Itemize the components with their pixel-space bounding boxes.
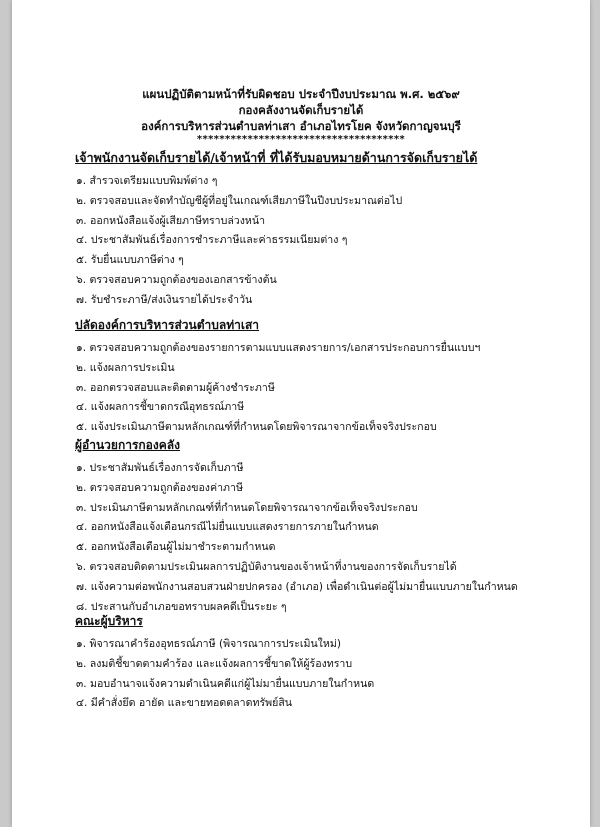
list-item: ๒. ลงมติชี้ขาดตามคำร้อง และแจ้งผลการชี้ขาดให้ผู้ร้องทราบ: [76, 657, 353, 670]
section-finance-director: [75, 437, 565, 617]
list-item: ๔. ประชาสัมพันธ์เรื่องการชำระภาษีและค่าธรรมเนียมต่าง ๆ: [76, 234, 348, 247]
list-item: ๘. ประสานกับอำเภอขอทราบผลคดีเป็นระยะ ๆ: [76, 600, 287, 613]
task-list: [75, 339, 565, 438]
list-item: ๕. ออกหนังสือเตือนผู้ไม่มาชำระตามกำหนด: [76, 541, 276, 554]
list-item: ๔. ออกหนังสือแจ้งเตือนกรณีไม่ยื่นแบบแสดงรายการภายในกำหนด: [76, 521, 379, 534]
section-title: ปลัดองค์การบริหารส่วนตำบลท่าเสา: [75, 318, 260, 332]
task-list: [75, 172, 565, 311]
list-item: ๖. ตรวจสอบความถูกต้องของเอกสารข้างต้น: [76, 273, 277, 286]
list-item: ๑. ประชาสัมพันธ์เรื่องการจัดเก็บภาษี: [76, 462, 244, 474]
list-item: ๕. รับยื่นแบบภาษีต่าง ๆ: [76, 254, 184, 267]
header-division: กองคลังงานจัดเก็บรายได้: [238, 103, 364, 117]
document-header: [12, 86, 590, 146]
task-list: [75, 635, 565, 714]
section-title: ผู้อำนวยการกองคลัง: [75, 438, 180, 452]
list-item: ๒. แจ้งผลการประเมิน: [76, 361, 175, 374]
list-item: ๔. มีคำสั่งยึด อายัด และขายทอดตลาดทรัพย์สิน: [76, 697, 293, 710]
section-title: เจ้าพนักงานจัดเก็บรายได้/เจ้าหน้าที่ ที่ได้รับมอบหมายด้านการจัดเก็บรายได้: [75, 150, 478, 165]
header-separator: *************************************: [196, 134, 406, 145]
section-revenue-officer: [75, 150, 565, 311]
section-title: คณะผู้บริหาร: [75, 614, 143, 628]
list-item: ๗. แจ้งความต่อพนักงานสอบสวนฝ่ายปกครอง (อำเภอ) เพื่อดำเนินต่อผู้ไม่มายื่นแบบภายในกำหนด: [76, 580, 518, 593]
list-item: ๓. มอบอำนาจแจ้งความดำเนินคดีแก่ผู้ไม่มายื่นแบบภายในกำหนด: [76, 677, 375, 690]
list-item: ๔. แจ้งผลการชี้ขาดกรณีอุทธรณ์ภาษี: [76, 401, 245, 414]
list-item: ๕. แจ้งประเมินภาษีตามหลักเกณฑ์ที่กำหนดโดยพิจารณาจากข้อเท็จจริงประกอบ: [76, 421, 437, 434]
section-chief-administrator: [75, 317, 565, 438]
document-page: [12, 0, 590, 827]
list-item: ๑. พิจารณาคำร้องอุทธรณ์ภาษี (พิจารณาการประเมินใหม่): [76, 638, 341, 650]
list-item: ๗. รับชำระภาษี/ส่งเงินรายได้ประจำวัน: [76, 293, 253, 306]
list-item: ๑. สำรวจเตรียมแบบพิมพ์ต่าง ๆ: [76, 175, 218, 187]
list-item: ๑. ตรวจสอบความถูกต้องของรายการตามแบบแสดงรายการ/เอกสารประกอบการยื่นแบบฯ: [76, 342, 481, 354]
list-item: ๒. ตรวจสอบและจัดทำบัญชีผู้ที่อยู่ในเกณฑ์เสียภาษีในปีงบประมาณต่อไป: [76, 194, 403, 207]
list-item: ๓. ออกหนังสือแจ้งผู้เสียภาษีทราบล่วงหน้า: [76, 214, 266, 227]
list-item: ๖. ตรวจสอบติดตามประเมินผลการปฏิบัติงานของเจ้าหน้าที่งานของการจัดเก็บรายได้: [76, 560, 457, 573]
list-item: ๓. ออกตรวจสอบและติดตามผู้ค้างชำระภาษี: [76, 381, 275, 394]
section-executive-board: [75, 613, 565, 714]
task-list: [75, 459, 565, 617]
header-organization: องค์การบริหารส่วนตำบลท่าเสา อำเภอไทรโยค จังหวัดกาญจนบุรี: [141, 119, 461, 133]
list-item: ๒. ตรวจสอบความถูกต้องของค่าภาษี: [76, 481, 243, 494]
list-item: ๓. ประเมินภาษีตามหลักเกณฑ์ที่กำหนดโดยพิจารณาจากข้อเท็จจริงประกอบ: [76, 501, 418, 514]
header-title: แผนปฏิบัติตามหน้าที่รับผิดชอบ ประจำปีงบประมาณ พ.ศ. ๒๕๖๙: [142, 87, 460, 101]
